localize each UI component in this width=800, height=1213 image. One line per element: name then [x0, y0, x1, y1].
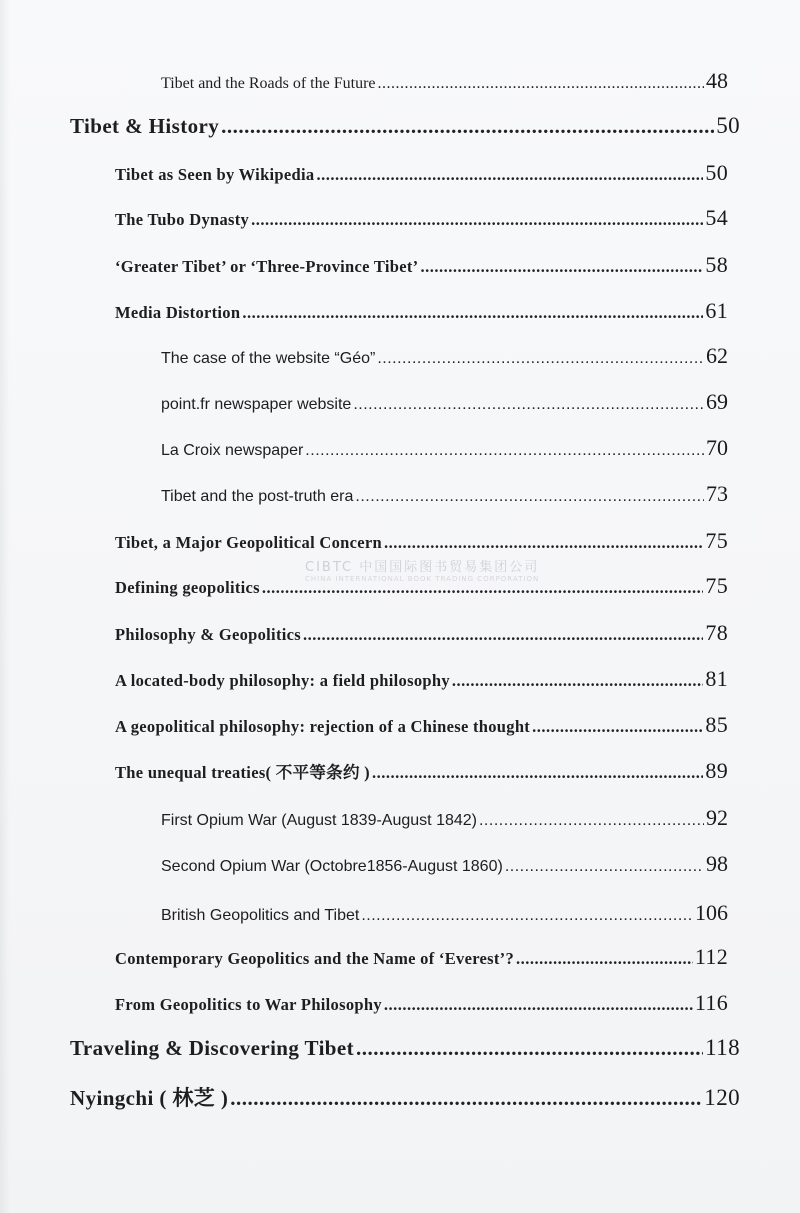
toc-entry — [115, 252, 728, 278]
dot-leader — [303, 625, 703, 645]
toc-entry — [161, 389, 728, 415]
dot-leader — [452, 671, 704, 691]
dot-leader — [372, 763, 703, 783]
toc-entry-page: 50 — [716, 113, 740, 138]
toc-entry — [161, 343, 728, 369]
toc-entry — [161, 68, 728, 94]
toc-entry-title: Tibet as Seen by Wikipedia — [115, 165, 315, 184]
toc-entry — [161, 805, 728, 831]
dot-leader — [378, 75, 705, 93]
toc-entry-page: 89 — [705, 758, 728, 783]
toc-entry — [115, 666, 728, 692]
dot-leader — [384, 995, 693, 1015]
toc-entry — [70, 1082, 740, 1112]
toc-entry-title: Media Distortion — [115, 303, 241, 322]
toc-entry — [115, 528, 728, 554]
toc-entry — [115, 990, 728, 1016]
dot-leader — [361, 907, 693, 925]
toc-entry-page: 58 — [705, 252, 728, 277]
dot-leader — [377, 350, 704, 368]
toc-entry-page: 120 — [704, 1085, 740, 1110]
dot-leader — [242, 303, 703, 323]
toc-entry-title: point.fr newspaper website — [161, 396, 352, 413]
toc-entry-title: British Geopolitics and Tibet — [161, 907, 360, 924]
toc-entry-page: 106 — [695, 900, 728, 925]
dot-leader — [516, 949, 693, 969]
toc-entry-title: A geopolitical philosophy: rejection of a Chinese thought — [115, 717, 531, 736]
dot-leader — [505, 858, 704, 876]
toc-entry — [115, 712, 728, 738]
toc-entry — [115, 205, 728, 231]
toc-entry — [161, 435, 728, 461]
dot-leader — [384, 533, 703, 553]
toc-entry-title: From Geopolitics to War Philosophy — [115, 995, 382, 1014]
toc-entry-page: 54 — [705, 205, 728, 230]
watermark-text: CIBTC 中国国际图书贸易集团公司 — [305, 560, 540, 575]
toc-entry — [115, 160, 728, 186]
toc-entry-title: Traveling & Discovering Tibet — [70, 1036, 355, 1060]
toc-entry-page: 75 — [705, 573, 728, 598]
toc-entry-title: ‘Greater Tibet’ or ‘Three-Province Tibet’ — [115, 257, 419, 276]
toc-entry-page: 75 — [705, 528, 728, 553]
toc-entry — [161, 900, 728, 926]
toc-entry-title: Second Opium War (Octobre1856-August 1860) — [161, 858, 503, 875]
toc-entry-page: 112 — [694, 944, 728, 969]
dot-leader — [532, 717, 703, 737]
dot-leader — [355, 488, 704, 506]
dot-leader — [251, 210, 703, 230]
toc-entry — [70, 113, 740, 139]
watermark-subtext: CHINA INTERNATIONAL BOOK TRADING CORPORATION — [305, 575, 540, 583]
dot-leader — [316, 165, 703, 185]
toc-entry-page: 78 — [705, 620, 728, 645]
toc-entry-page: 69 — [706, 389, 728, 414]
dot-leader — [305, 442, 704, 460]
dot-leader — [479, 812, 704, 830]
dot-leader — [356, 1036, 703, 1061]
toc-entry — [70, 1035, 740, 1061]
toc-entry-title: La Croix newspaper — [161, 442, 304, 459]
toc-entry-title: Nyingchi ( 林芝 ) — [70, 1086, 229, 1110]
dot-leader — [230, 1086, 702, 1111]
toc-entry-title: A located-body philosophy: a field philosophy — [115, 671, 450, 690]
toc-entry — [115, 944, 728, 970]
toc-entry-page: 98 — [706, 851, 728, 876]
toc-entry-page: 70 — [706, 435, 728, 460]
toc-entry — [115, 620, 728, 646]
toc-entry-page: 50 — [705, 160, 728, 185]
toc-entry-title: Tibet and the Roads of the Future — [161, 75, 376, 92]
dot-leader — [353, 396, 704, 414]
toc-entry-title: The Tubo Dynasty — [115, 210, 250, 229]
toc-entry-page: 92 — [706, 805, 728, 830]
toc-entry — [115, 758, 728, 784]
toc-entry-title: The unequal treaties( 不平等条约 ) — [115, 763, 370, 782]
toc-entry-title: Tibet and the post-truth era — [161, 488, 354, 505]
toc-entry — [115, 298, 728, 324]
toc-entry-page: 81 — [705, 666, 728, 691]
toc-entry-page: 118 — [705, 1035, 740, 1060]
toc-entry — [161, 851, 728, 877]
toc-entry-title: Defining geopolitics — [115, 578, 260, 597]
toc-entry-page: 61 — [705, 298, 728, 323]
toc-entry-title: Philosophy & Geopolitics — [115, 625, 301, 644]
toc-entry-title: The case of the website “Géo” — [161, 350, 376, 367]
dot-leader — [221, 114, 714, 139]
toc-entry — [161, 481, 728, 507]
publisher-watermark — [305, 556, 539, 583]
toc-entry-page: 48 — [706, 68, 728, 93]
toc-entry-page: 62 — [706, 343, 728, 368]
toc-entry-title: Tibet & History — [70, 114, 220, 138]
dot-leader — [420, 257, 703, 277]
toc-entry-title: Tibet, a Major Geopolitical Concern — [115, 533, 382, 552]
toc-entry-page: 85 — [705, 712, 728, 737]
toc-entry-page: 116 — [694, 990, 728, 1015]
toc-entry-page: 73 — [706, 481, 728, 506]
toc-entry-title: First Opium War (August 1839-August 1842) — [161, 812, 477, 829]
toc-entry-title: Contemporary Geopolitics and the Name of ‘Everest’? — [115, 949, 515, 968]
